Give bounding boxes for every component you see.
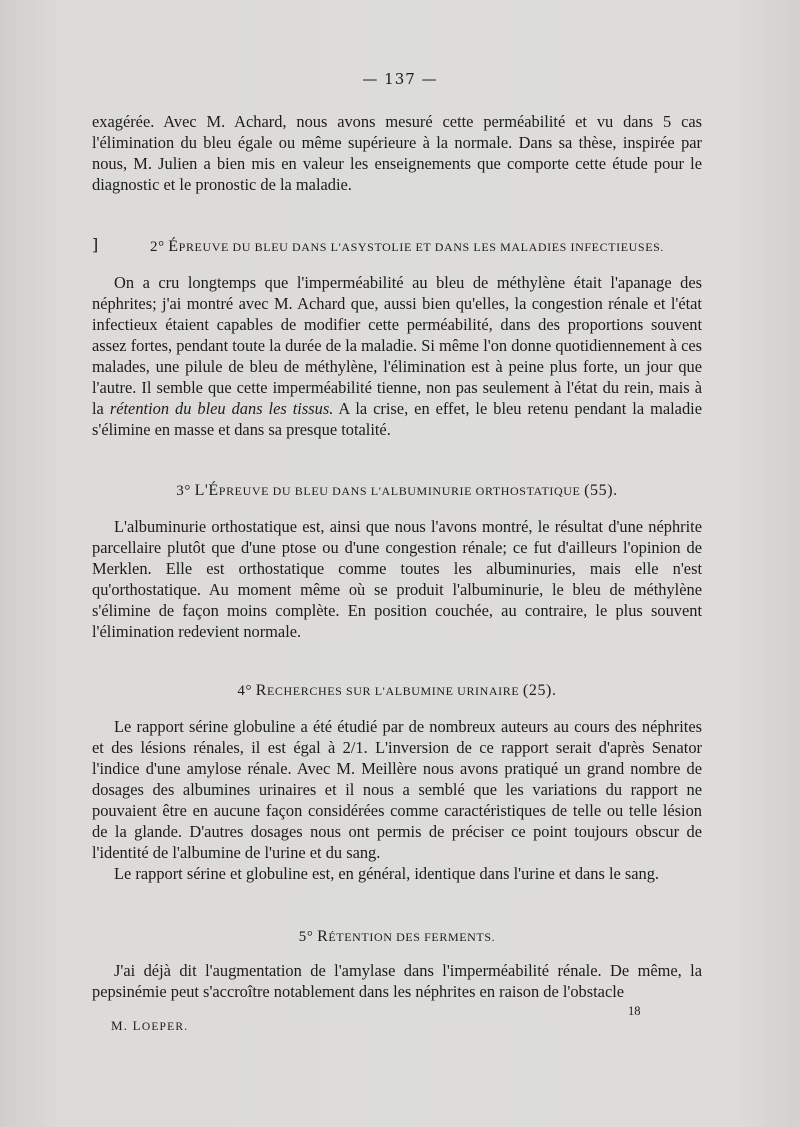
paragraph-text: A la crise, en effet, le bleu retenu pendant la maladie s'élimine en masse et dans sa presque totalité. bbox=[92, 399, 702, 439]
section-number: 4° bbox=[237, 683, 253, 699]
paragraph-text: Le rapport sérine globuline a été étudié par de nombreux auteurs au cours des néphrites et des lésions rénales, il est égal à 2/1. L'inversion de ce rapport serait d'après Senator l'indice d'une amylose rénale. Avec M. Meillère nous avons pratiqué un grand nombre de dosages des albumines urinaires et il nous a semblé que les variations du rapport ne pouvaient être en aucune façon considérées comme caractéristiques de telle ou telle lésion de la glande. D'autres dosages nous ont permis de préciser ce point toujours obscur de l'identité de l'albumine de l'urine et du sang. bbox=[92, 717, 702, 862]
heading-title: PREUVE DU BLEU DANS L'ASYSTOLIE ET DANS LES MALADIES INFECTIEUSES. bbox=[178, 240, 664, 254]
paragraph-intro bbox=[92, 111, 702, 195]
heading-initial: É bbox=[208, 482, 219, 499]
sheet-number: 18 bbox=[628, 1004, 641, 1018]
heading-initial: R bbox=[317, 928, 329, 945]
author-signature: M. LOEPER. bbox=[111, 1018, 189, 1033]
heading-title: ÉTENTION DES FERMENTS. bbox=[328, 930, 496, 944]
paragraph-section-2 bbox=[92, 272, 702, 440]
heading-title: PREUVE DU BLEU DANS L'ALBUMINURIE ORTHOSTATIQUE bbox=[218, 484, 581, 498]
margin-bracket-mark: ] bbox=[92, 235, 99, 254]
paragraph-section-4 bbox=[92, 716, 702, 884]
heading-initial: R bbox=[255, 682, 267, 699]
paragraph-text: On a cru longtemps que l'imperméabilité au bleu de méthylène était l'apanage des néphrites; j'ai montré avec M. Achard que, aussi bien qu'elles, la congestion rénale et l'état infectieux étaient capables de modifier cette perméabilité, dans des proportions souvent assez fortes, pendant toute la durée de la maladie. Si même l'on donne quotidiennement à ces malades, une pilule de bleu de méthylène, l'élimination est à peine plus forte, un jour que l'autre. Il semble que cette imperméabilité tienne, non pas seulement à l'état du rein, mais à la bbox=[92, 273, 702, 418]
section-number: 2° bbox=[149, 239, 165, 255]
paragraph-text: exagérée. Avec M. Achard, nous avons mesuré cette perméabilité et vu dans 5 cas l'élimination du bleu égale ou même supérieure à la normale. Dans sa thèse, inspirée par nous, M. Julien a bien mis en valeur les enseignements que comporte cette étude pour le diagnostic et le pronostic de la maladie. bbox=[92, 112, 702, 194]
paragraph-section-5 bbox=[92, 960, 702, 1002]
paragraph-text: J'ai déjà dit l'augmentation de l'amylase dans l'imperméabilité rénale. De même, la pepsinémie peut s'accroître notablement dans les néphrites en raison de l'obstacle bbox=[92, 961, 702, 1001]
paragraph-text: Le rapport sérine et globuline est, en général, identique dans l'urine et dans le sang. bbox=[114, 864, 660, 883]
heading-initial: É bbox=[168, 238, 179, 255]
section-number: 3° bbox=[176, 483, 191, 499]
italic-phrase: rétention du bleu dans les tissus. bbox=[109, 399, 334, 418]
reference-number: (55). bbox=[584, 482, 618, 499]
section-number: 5° bbox=[298, 929, 314, 945]
heading-title: ECHERCHES SUR L'ALBUMINE URINAIRE bbox=[267, 684, 520, 698]
section-heading-5 bbox=[92, 928, 702, 946]
heading-prefix: L' bbox=[194, 482, 209, 499]
section-heading-4 bbox=[92, 682, 702, 700]
paragraph-section-3 bbox=[92, 516, 702, 642]
paragraph-text: L'albuminurie orthostatique est, ainsi que nous l'avons montré, le résultat d'une néphrite parcellaire plutôt que d'une ptose ou d'une congestion rénale; ce fut d'ailleurs l'opinion de Merklen. Elle est orthostatique comme toutes les albuminuries, mais elle n'est qu'orthostatique. Au moment même où se produit l'albuminurie, le bleu de méthylène s'élimine de façon moins complète. En position couchée, au contraire, le plus souvent l'élimination redevient normale. bbox=[92, 517, 702, 641]
page-number: — 137 — bbox=[362, 70, 438, 88]
reference-number: (25). bbox=[522, 682, 557, 699]
section-heading-2 bbox=[112, 238, 702, 256]
section-heading-3 bbox=[92, 482, 702, 500]
